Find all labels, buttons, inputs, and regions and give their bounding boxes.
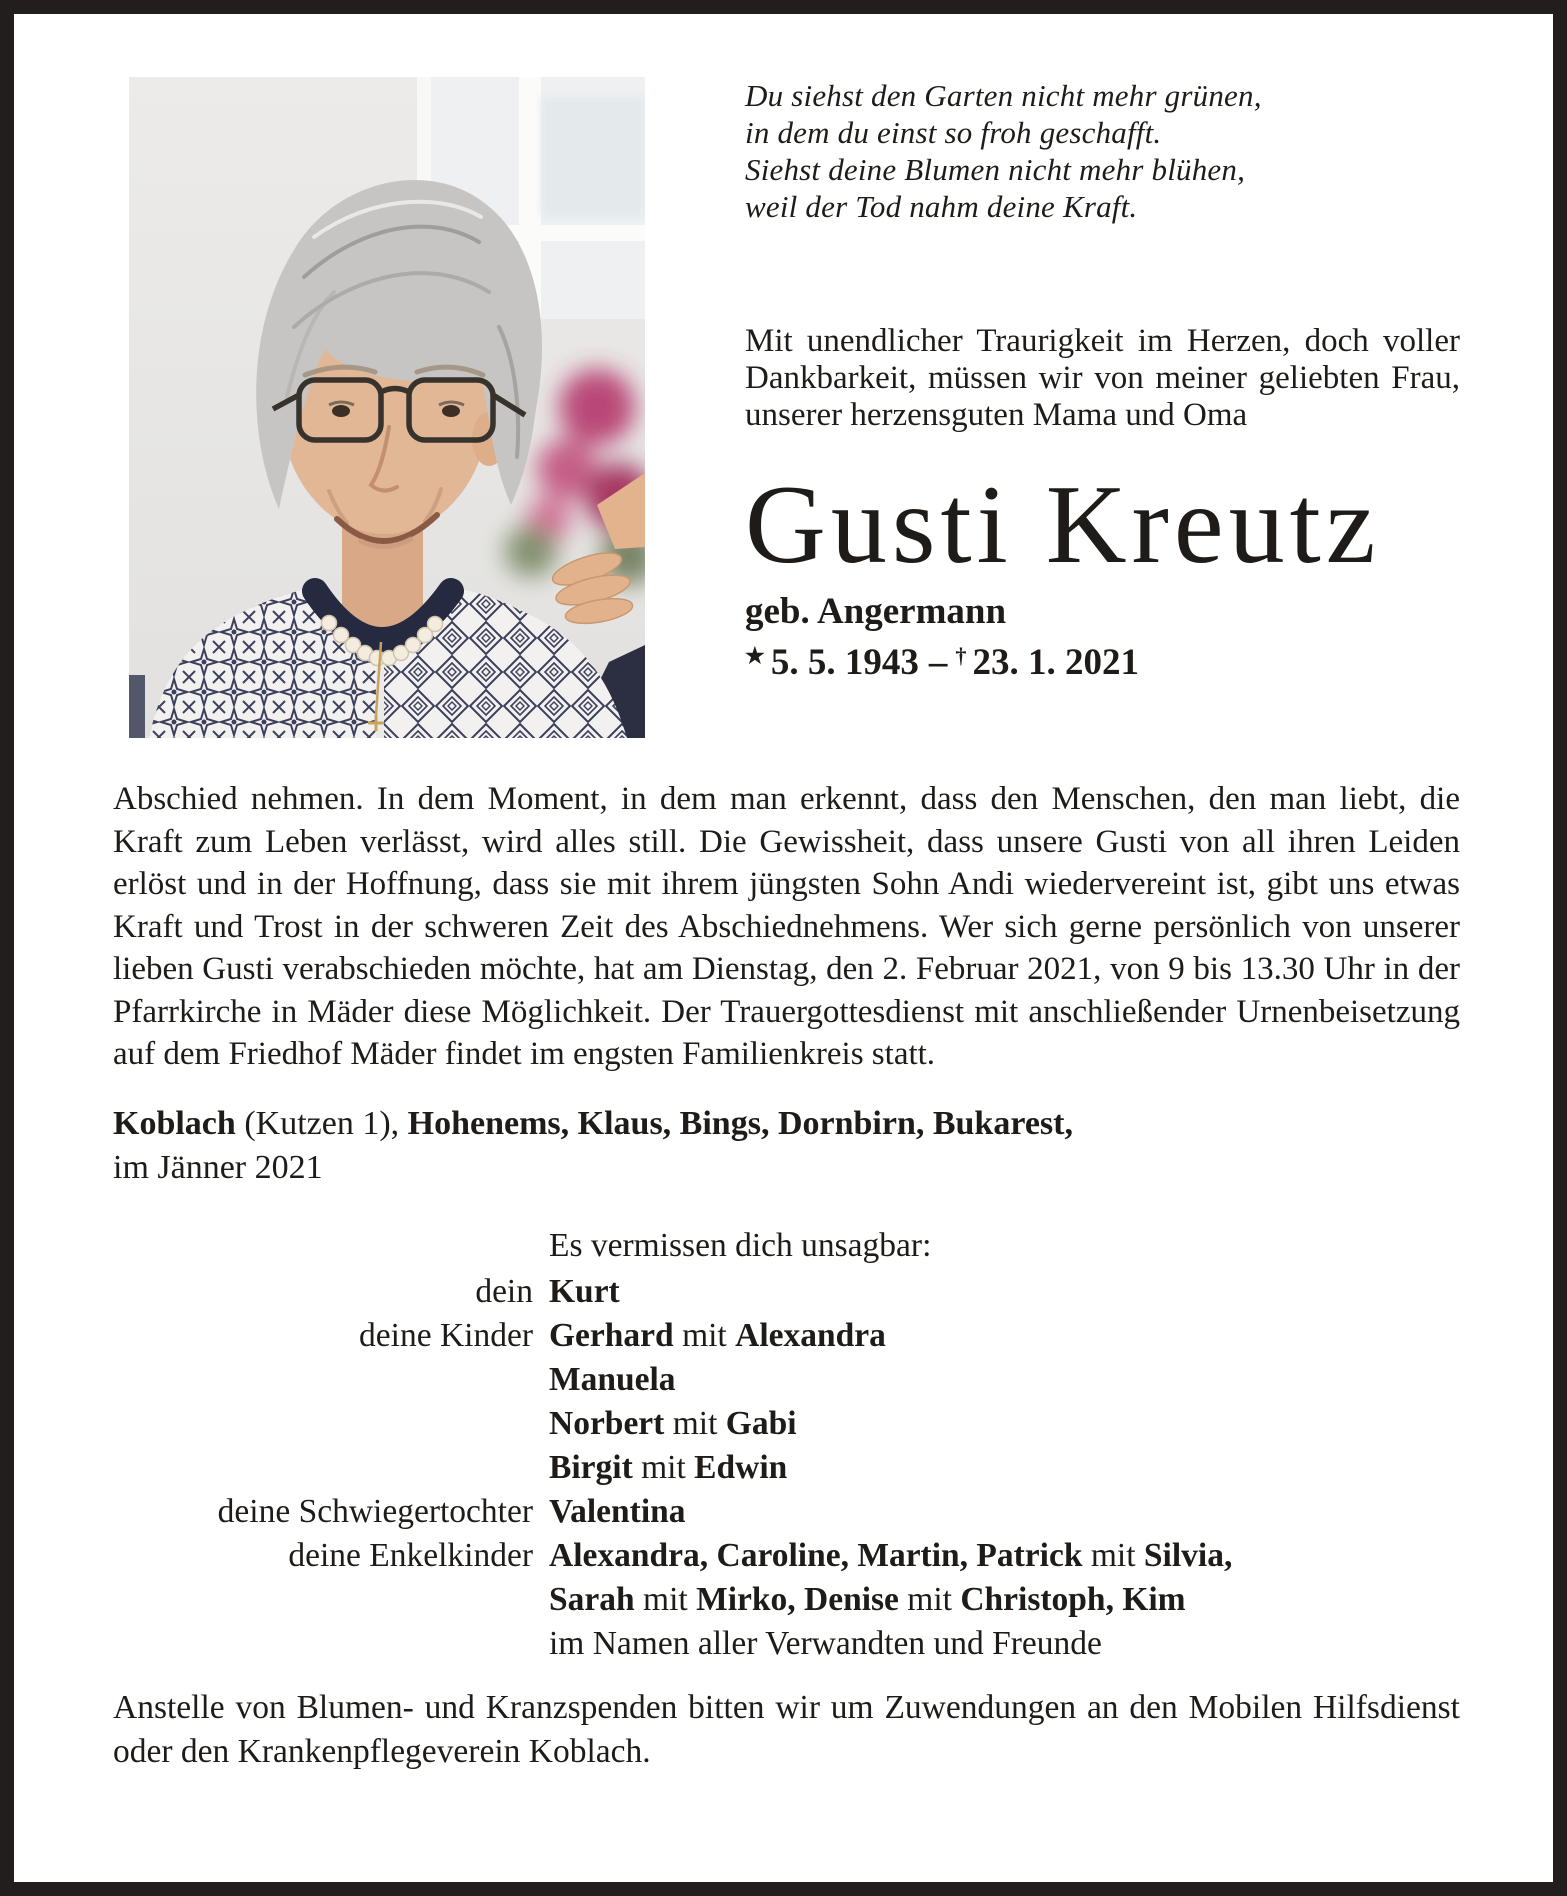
mourner-label: deine Kinder [359, 1316, 533, 1354]
mourner-label: dein [475, 1272, 533, 1310]
mourner-label [113, 1622, 533, 1666]
poem-line: Du siehst den Garten nicht mehr grünen, [745, 78, 1262, 113]
mourner-names [549, 1402, 1460, 1446]
deceased-name: Gusti Kreutz [745, 463, 1381, 587]
bold-name-text: Alexandra [735, 1316, 886, 1354]
mourner-label [113, 1358, 533, 1402]
bold-name-text: Alexandra, Caroline, Martin, Patrick [549, 1536, 1083, 1574]
bold-name-text: Mirko, Denise [696, 1580, 899, 1618]
portrait-photo [129, 77, 645, 738]
mourner-label: deine Schwiegertochter [217, 1492, 533, 1530]
mourners-heading: Es vermissen dich unsagbar: [549, 1226, 932, 1264]
places-line [113, 1102, 1460, 1146]
mourner-label [113, 1402, 533, 1446]
bold-name-text: Silvia, [1143, 1536, 1233, 1574]
regular-text: im Namen aller Verwandten und Freunde [549, 1624, 1102, 1662]
mourner-names [549, 1314, 1460, 1358]
poem-line: Siehst deine Blumen nicht mehr blühen, [745, 152, 1246, 187]
intro-paragraph: Mit unendlicher Traurigkeit im Herzen, doch voller Dankbarkeit, müssen wir von meiner geliebten Frau, unserer herzensguten Mama und Oma [745, 323, 1460, 433]
death-date: 23. 1. 2021 [972, 642, 1139, 684]
regular-text: (Kutzen 1), [235, 1104, 408, 1142]
obituary-paragraph: Abschied nehmen. In dem Moment, in dem man erkennt, dass den Menschen, den man liebt, die Kraft zum Leben verlässt, wird alles still. Die Gewissheit, dass unsere Gusti von all ihren Leiden erlöst und in der Hoffnung, dass sie mit ihrem jüngsten Sohn Andi wiedervereint ist, gibt uns etwas Kraft und Trost in der schweren Zeit des Abschiednehmens. Wer sich gerne persönlich von unserer lieben Gusti verabschieden möchte, hat am Dienstag, den 2. Februar 2021, von 9 bis 13.30 Uhr in der Pfarrkirche in Mäder diese Möglichkeit. Der Trauergottesdienst mit anschließender Urnenbeisetzung auf dem Friedhof Mäder findet im engsten Familienkreis statt. [113, 781, 1460, 1072]
bold-name-text: Valentina [549, 1492, 686, 1530]
bold-name-text: Kurt [549, 1272, 620, 1310]
mourner-label [113, 1446, 533, 1490]
bold-name-text: Norbert [549, 1404, 665, 1442]
bold-name-text: Gerhard [549, 1316, 674, 1354]
death-cross-icon: † [955, 643, 967, 669]
mourners-list [113, 1224, 1460, 1666]
closing-paragraph: Anstelle von Blumen- und Kranzspenden bitten wir um Zuwendungen an den Mobilen Hilfsdienst oder den Krankenpflegeverein Koblach. [113, 1688, 1460, 1770]
mourner-label: deine Enkelkinder [288, 1536, 533, 1574]
birth-star-icon: ★ [745, 643, 765, 669]
bold-name-text: Koblach [113, 1104, 236, 1142]
bold-name-text: Edwin [694, 1448, 788, 1486]
dates-separator: – [928, 642, 948, 684]
bold-name-text: Gabi [725, 1404, 797, 1442]
bold-name-text: Birgit [549, 1448, 633, 1486]
life-dates [745, 634, 1460, 685]
mourner-names [549, 1446, 1460, 1490]
poem-line: in dem du einst so froh geschafft. [745, 115, 1162, 150]
mourner-label [113, 1578, 533, 1622]
bold-name-text: Hohenems, Klaus, Bings, Dornbirn, Bukarest, [407, 1104, 1073, 1142]
mourner-names [549, 1490, 1460, 1534]
birth-date: 5. 5. 1943 [770, 642, 919, 684]
mourner-names [549, 1270, 1460, 1314]
maiden-name: geb. Angermann [745, 591, 1007, 633]
regular-text: mit [1082, 1536, 1144, 1574]
mourner-names [549, 1622, 1460, 1666]
poem [745, 77, 1460, 225]
top-section [113, 77, 1460, 738]
portrait-photo-illustration [129, 77, 645, 738]
date-line: im Jänner 2021 [113, 1148, 323, 1186]
regular-text: mit [632, 1448, 695, 1486]
mourner-names [549, 1578, 1460, 1622]
regular-text: mit [673, 1316, 736, 1354]
regular-text: mit [898, 1580, 961, 1618]
bold-name-text: Christoph, Kim [960, 1580, 1186, 1618]
header-text-column [745, 77, 1460, 685]
mourner-names [549, 1534, 1460, 1578]
regular-text: mit [664, 1404, 726, 1442]
poem-line: weil der Tod nahm deine Kraft. [745, 189, 1138, 224]
bold-name-text: Manuela [549, 1360, 676, 1398]
bold-name-text: Sarah [549, 1580, 635, 1618]
mourner-names [549, 1358, 1460, 1402]
regular-text: mit [634, 1580, 697, 1618]
mourner-label [113, 1224, 533, 1270]
